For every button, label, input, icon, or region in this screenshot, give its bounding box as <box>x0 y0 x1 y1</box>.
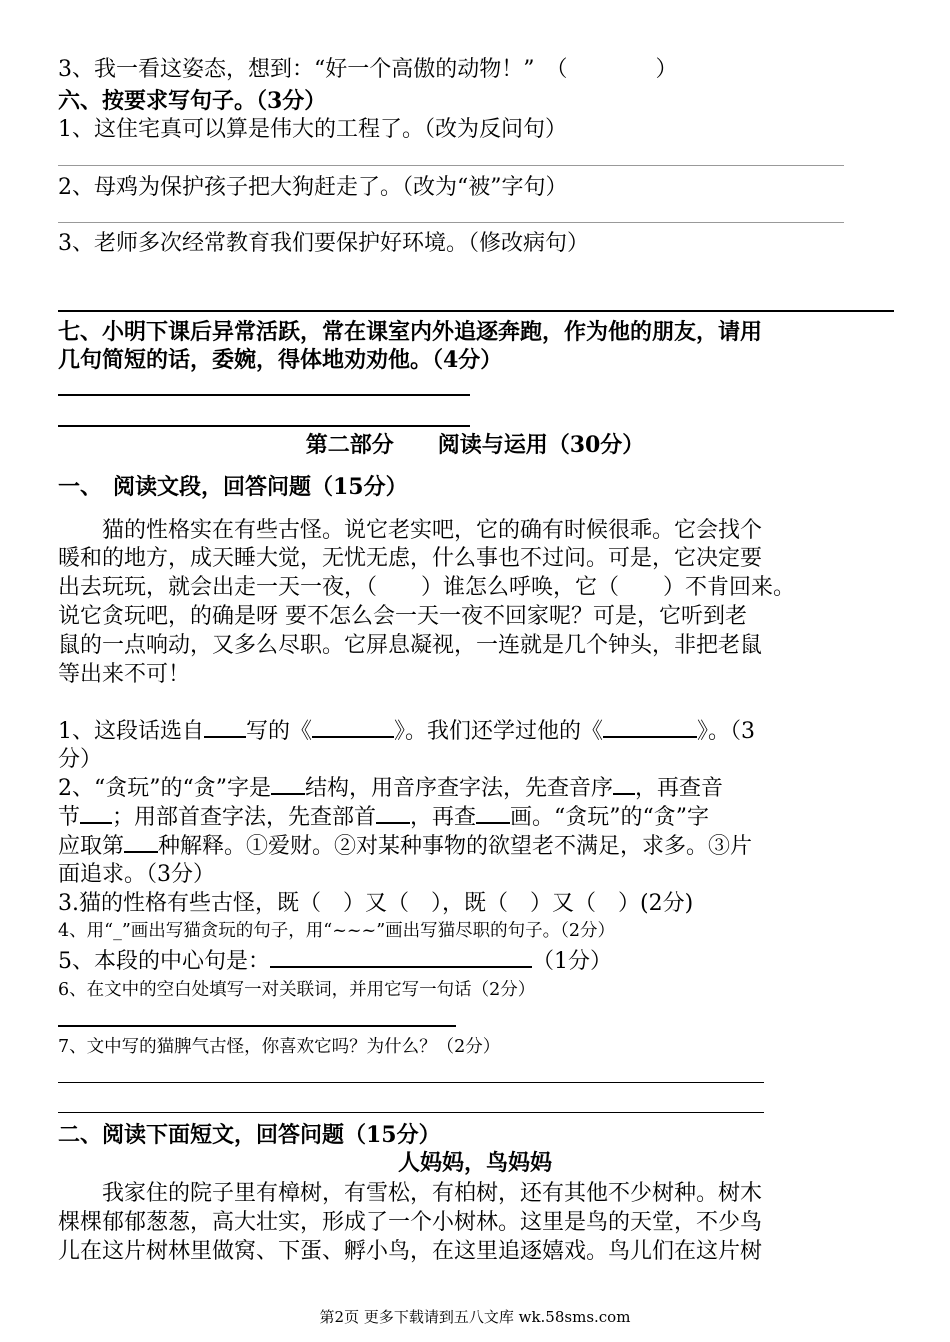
reading-2-paragraph-line: 棵棵郁郁葱葱，高大壮实，形成了一个小树林。这里是鸟的天堂，不少鸟 <box>58 1210 763 1235</box>
reading-1-q6: 6、在文中的空白处填写一对关联词，并用它写一句话（2分） <box>58 980 536 1000</box>
reading-1-paragraph-line: 出去玩玩，就会出走一天一夜，（ ）谁怎么呼唤，它（ ）不肯回来。 <box>58 575 796 600</box>
answer-line[interactable] <box>58 1112 764 1113</box>
section-7-line-2: 几句简短的话，委婉，得体地劝劝他。（4分） <box>58 347 503 373</box>
reading-1-paragraph-line: 说它贪玩吧，的确是呀 要不怎么会一天一夜不回家呢？可是，它听到老 <box>58 604 747 629</box>
fill-blank[interactable] <box>124 833 158 853</box>
fill-blank[interactable] <box>603 718 697 738</box>
part-2-title: 第二部分 阅读与运用（30分） <box>305 432 645 458</box>
reading-2-paragraph-line: 我家住的院子里有樟树，有雪松，有柏树，还有其他不少树种。树木 <box>58 1181 763 1206</box>
reading-1-paragraph-line: 暖和的地方，成天睡大觉，无忧无虑，什么事也不过问。可是，它决定要 <box>58 546 763 571</box>
answer-line[interactable] <box>58 310 894 312</box>
section-6-q3: 3、老师多次经常教育我们要保护好环境。（修改病句） <box>58 231 589 256</box>
reading-1-q2-line-4: 面追求。（3分） <box>58 862 215 887</box>
reading-1-q2-line-2: 节 ；用部首查字法，先查部首 ，再查 画。“贪玩”的“贪”字 <box>58 805 710 830</box>
story-title: 人妈妈，鸟妈妈 <box>397 1150 552 1176</box>
fill-blank[interactable] <box>271 775 305 795</box>
fill-blank[interactable] <box>312 718 394 738</box>
fill-blank[interactable] <box>613 775 635 795</box>
reading-1-q5: 5、本段的中心句是： （1分） <box>58 949 612 974</box>
answer-line[interactable] <box>58 222 844 223</box>
reading-1-q3: 3.猫的性格有些古怪，既（ ）又（ ），既（ ）又（ ）(2分) <box>58 891 694 916</box>
reading-1-paragraph-line: 鼠的一点响动，又多么尽职。它屏息凝视，一连就是几个钟头，非把老鼠 <box>58 633 763 658</box>
fill-blank[interactable] <box>476 804 510 824</box>
fill-blank[interactable] <box>204 718 246 738</box>
answer-line[interactable] <box>58 425 470 427</box>
reading-1-q1: 1、这段话选自 写的《 》。我们还学过他的《 》。（3 <box>58 719 756 744</box>
fill-blank[interactable] <box>80 804 112 824</box>
fill-blank[interactable] <box>376 804 410 824</box>
question-3-line: 3、我一看这姿态，想到：“好一个高傲的动物！” （ ） <box>58 57 678 82</box>
reading-1-paragraph-line: 猫的性格实在有些古怪。说它老实吧，它的确有时候很乖。它会找个 <box>58 518 763 543</box>
section-7-line-1: 七、小明下课后异常活跃，常在课室内外追逐奔跑，作为他的朋友，请用 <box>58 319 763 345</box>
answer-line[interactable] <box>58 1082 764 1083</box>
section-6-title: 六、按要求写句子。（3分） <box>58 88 327 114</box>
reading-1-q7: 7、文中写的猫脾气古怪，你喜欢它吗？为什么？（2分） <box>58 1037 501 1057</box>
reading-2-paragraph-line: 儿在这片树林里做窝、下蛋、孵小鸟，在这里追逐嬉戏。鸟儿们在这片树 <box>58 1239 763 1264</box>
reading-1-title: 一、 阅读文段，回答问题（15分） <box>58 474 408 500</box>
reading-1-q4: 4、用“_”画出写猫贪玩的句子，用“~~~”画出写猫尽职的句子。（2分） <box>58 921 616 941</box>
reading-1-paragraph-line: 等出来不可！ <box>58 662 191 687</box>
section-6-q2: 2、母鸡为保护孩子把大狗赶走了。（改为“被”字句） <box>58 175 568 200</box>
answer-line[interactable] <box>58 394 470 396</box>
reading-2-title: 二、阅读下面短文，回答问题（15分） <box>58 1122 441 1148</box>
answer-line[interactable] <box>58 1025 456 1027</box>
reading-1-q2-line-3: 应取第 种解释。①爱财。②对某种事物的欲望老不满足，求多。③片 <box>58 834 753 859</box>
reading-1-q1-cont: 分） <box>58 747 103 772</box>
fill-blank[interactable] <box>270 948 532 968</box>
answer-line[interactable] <box>58 165 844 166</box>
reading-1-q2: 2、“贪玩”的“贪”字是 结构，用音序查字法，先查音序 ，再查音 <box>58 776 724 801</box>
section-6-q1: 1、这住宅真可以算是伟大的工程了。（改为反问句） <box>58 117 567 142</box>
page-footer: 第2页 更多下载请到五八文库 wk.58sms.com <box>319 1308 631 1326</box>
